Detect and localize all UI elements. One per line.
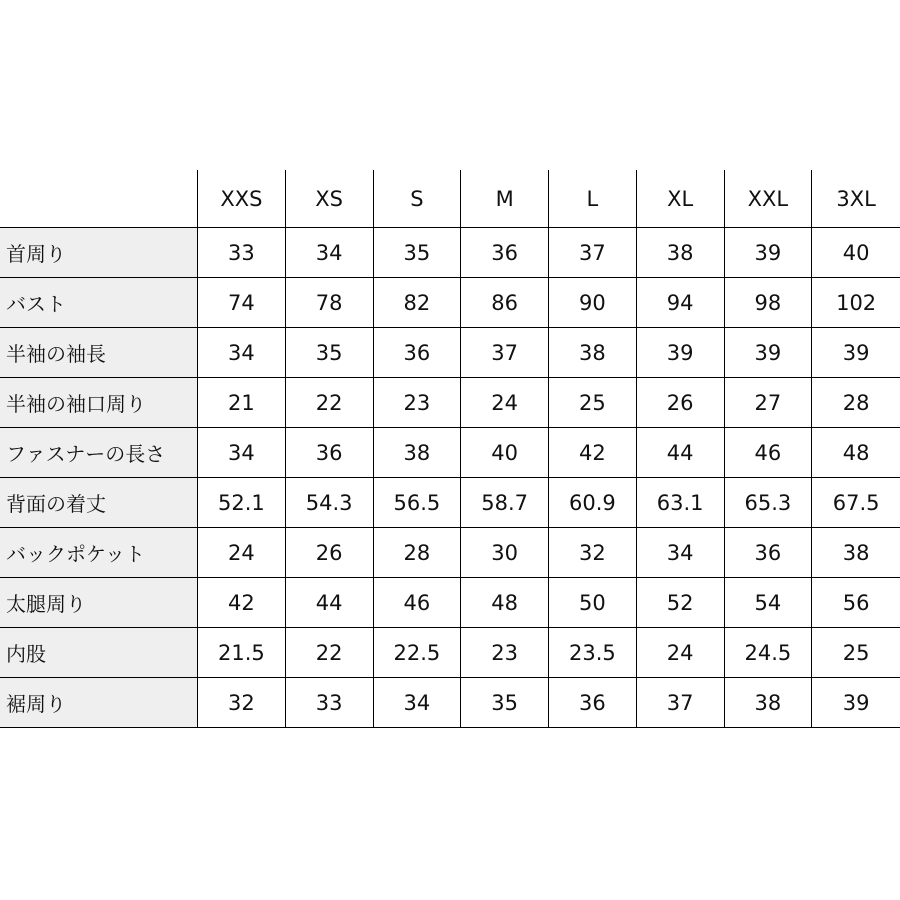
measurement-value: 36 [461,228,549,278]
measurement-value: 34 [374,678,462,728]
measurement-value: 38 [725,678,813,728]
measurement-value: 37 [461,328,549,378]
measurement-value: 24 [637,628,725,678]
measurement-value: 90 [549,278,637,328]
measurement-value: 34 [198,328,286,378]
measurement-value: 22 [286,628,374,678]
measurement-label: 裾周り [0,678,198,728]
measurement-value: 38 [812,528,900,578]
size-header-row [0,170,900,228]
measurement-label: 首周り [0,228,198,278]
measurement-value: 42 [198,578,286,628]
table-row [0,578,900,628]
measurement-label: 半袖の袖口周り [0,378,198,428]
measurement-value: 37 [549,228,637,278]
size-header: XS [286,170,374,228]
measurement-label: 太腿周り [0,578,198,628]
table-row [0,478,900,528]
measurement-value: 44 [637,428,725,478]
table-body [0,228,900,728]
measurement-value: 34 [198,428,286,478]
size-header: XXS [198,170,286,228]
measurement-value: 25 [812,628,900,678]
measurement-value: 26 [286,528,374,578]
size-header: L [549,170,637,228]
measurement-value: 25 [549,378,637,428]
measurement-value: 44 [286,578,374,628]
measurement-value: 38 [549,328,637,378]
measurement-value: 37 [637,678,725,728]
measurement-value: 56.5 [374,478,462,528]
measurement-value: 46 [374,578,462,628]
measurement-value: 39 [812,328,900,378]
measurement-value: 36 [725,528,813,578]
measurement-value: 39 [812,678,900,728]
measurement-value: 22 [286,378,374,428]
measurement-value: 39 [725,228,813,278]
table-row [0,428,900,478]
measurement-value: 40 [461,428,549,478]
measurement-value: 46 [725,428,813,478]
measurement-value: 35 [286,328,374,378]
corner-cell [0,170,198,228]
measurement-value: 56 [812,578,900,628]
measurement-value: 82 [374,278,462,328]
measurement-value: 39 [637,328,725,378]
measurement-value: 34 [637,528,725,578]
size-header: M [461,170,549,228]
measurement-value: 23 [374,378,462,428]
size-header: XXL [725,170,813,228]
measurement-value: 38 [374,428,462,478]
measurement-value: 40 [812,228,900,278]
size-header: S [374,170,462,228]
table-row [0,628,900,678]
measurement-label: 内股 [0,628,198,678]
measurement-label: 半袖の袖長 [0,328,198,378]
measurement-value: 32 [198,678,286,728]
measurement-value: 52 [637,578,725,628]
measurement-value: 34 [286,228,374,278]
measurement-label: バックポケット [0,528,198,578]
measurement-value: 50 [549,578,637,628]
measurement-value: 54 [725,578,813,628]
measurement-value: 24 [198,528,286,578]
measurement-value: 54.3 [286,478,374,528]
measurement-value: 98 [725,278,813,328]
measurement-value: 86 [461,278,549,328]
measurement-value: 35 [461,678,549,728]
measurement-value: 22.5 [374,628,462,678]
measurement-value: 21 [198,378,286,428]
measurement-value: 94 [637,278,725,328]
measurement-value: 38 [637,228,725,278]
measurement-label: ファスナーの長さ [0,428,198,478]
measurement-value: 74 [198,278,286,328]
measurement-value: 23 [461,628,549,678]
measurement-value: 78 [286,278,374,328]
measurement-value: 24 [461,378,549,428]
measurement-value: 58.7 [461,478,549,528]
measurement-value: 39 [725,328,813,378]
measurement-value: 60.9 [549,478,637,528]
table-row [0,328,900,378]
measurement-value: 28 [812,378,900,428]
measurement-label: 背面の着丈 [0,478,198,528]
measurement-value: 63.1 [637,478,725,528]
measurement-value: 65.3 [725,478,813,528]
measurement-value: 33 [198,228,286,278]
measurement-value: 32 [549,528,637,578]
measurement-value: 48 [461,578,549,628]
table-row [0,228,900,278]
measurement-value: 42 [549,428,637,478]
measurement-label: バスト [0,278,198,328]
size-chart-table [0,170,900,728]
measurement-value: 35 [374,228,462,278]
measurement-value: 30 [461,528,549,578]
table-row [0,378,900,428]
measurement-value: 23.5 [549,628,637,678]
measurement-value: 33 [286,678,374,728]
measurement-value: 36 [286,428,374,478]
measurement-value: 27 [725,378,813,428]
measurement-value: 36 [374,328,462,378]
size-header: XL [637,170,725,228]
size-header: 3XL [812,170,900,228]
measurement-value: 21.5 [198,628,286,678]
table-row [0,278,900,328]
measurement-value: 26 [637,378,725,428]
measurement-value: 52.1 [198,478,286,528]
table-row [0,528,900,578]
measurement-value: 36 [549,678,637,728]
measurement-value: 67.5 [812,478,900,528]
measurement-value: 24.5 [725,628,813,678]
measurement-value: 48 [812,428,900,478]
table-row [0,678,900,728]
measurement-value: 28 [374,528,462,578]
measurement-value: 102 [812,278,900,328]
